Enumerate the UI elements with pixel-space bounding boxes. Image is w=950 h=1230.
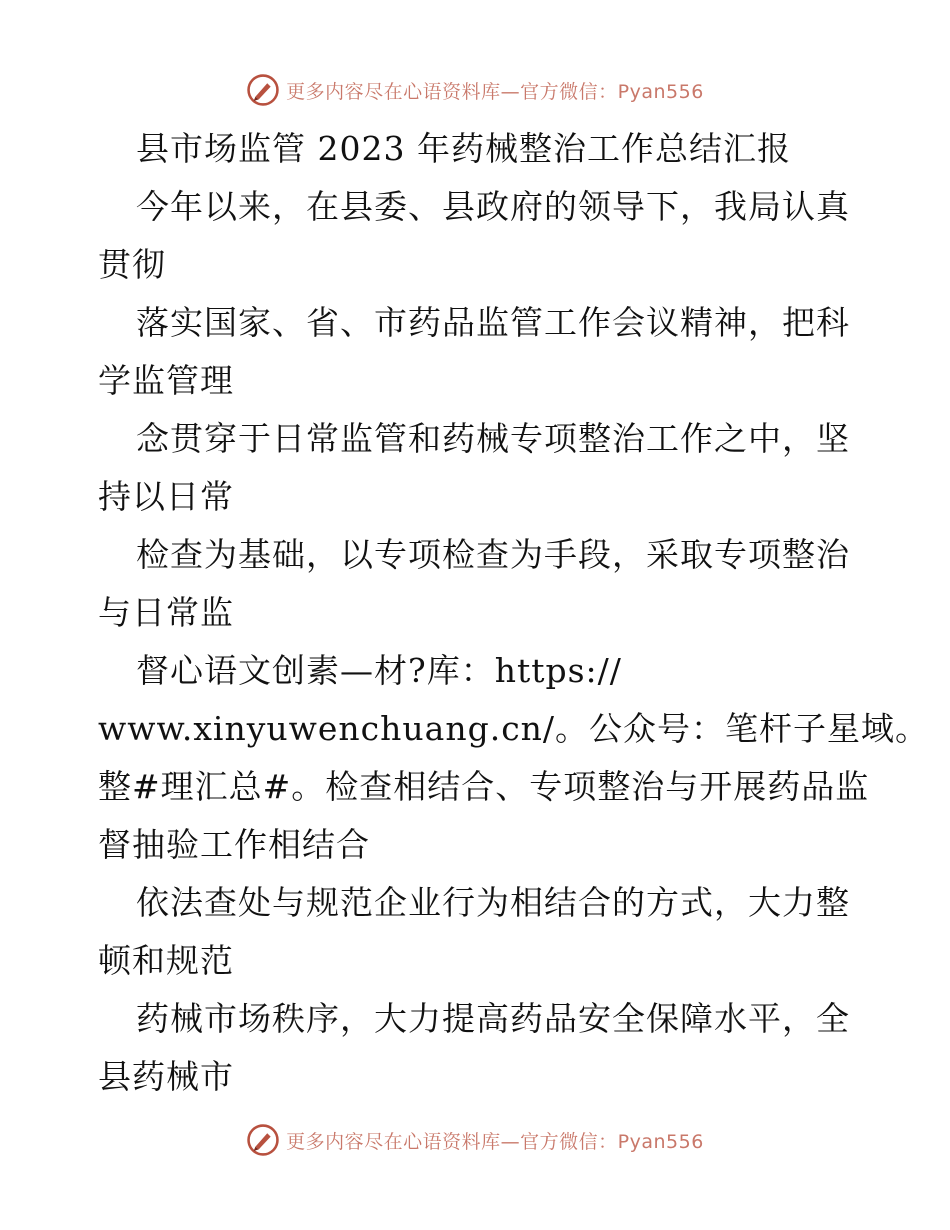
paragraph-line: 与日常监 bbox=[98, 593, 234, 632]
paragraph-line: 落实国家、省、市药品监管工作会议精神，把科 bbox=[136, 303, 850, 342]
footer-watermark-text: 更多内容尽在心语资料库—官方微信：Pyan556 bbox=[286, 1130, 704, 1153]
paragraph-line: 检查为基础，以专项检查为手段，采取专项整治 bbox=[136, 535, 850, 574]
paragraph-line: 贯彻 bbox=[98, 245, 166, 284]
paragraph-line: 持以日常 bbox=[98, 477, 234, 516]
paragraph-line: 依法查处与规范企业行为相结合的方式，大力整 bbox=[136, 883, 850, 922]
paragraph-line: 念贯穿于日常监管和药械专项整治工作之中，坚 bbox=[136, 419, 850, 458]
paragraph-line: 今年以来，在县委、县政府的领导下，我局认真 bbox=[136, 187, 850, 226]
header-watermark-text: 更多内容尽在心语资料库—官方微信：Pyan556 bbox=[286, 80, 704, 103]
paragraph-line: 县药械市 bbox=[98, 1057, 234, 1096]
paragraph-line: 整#理汇总#。检查相结合、专项整治与开展药品监 bbox=[98, 767, 870, 806]
paragraph-line: www.xinyuwenchuang.cn/。公众号：笔杆子星域。 bbox=[98, 709, 930, 748]
paragraph-line: 督抽验工作相结合 bbox=[98, 825, 370, 864]
paragraph-line: 药械市场秩序，大力提高药品安全保障水平，全 bbox=[136, 999, 850, 1038]
document-body bbox=[98, 120, 930, 1106]
pen-logo-icon bbox=[246, 1123, 280, 1157]
document-title: 县市场监管 2023 年药械整治工作总结汇报 bbox=[136, 129, 791, 168]
footer-watermark bbox=[0, 1120, 950, 1160]
paragraph-line: 顿和规范 bbox=[98, 941, 234, 980]
paragraph-line: 学监管理 bbox=[98, 361, 234, 400]
header-watermark bbox=[0, 70, 950, 110]
paragraph-line: 督心语文创素—材?库：https:// bbox=[136, 651, 622, 690]
pen-logo-icon bbox=[246, 73, 280, 107]
